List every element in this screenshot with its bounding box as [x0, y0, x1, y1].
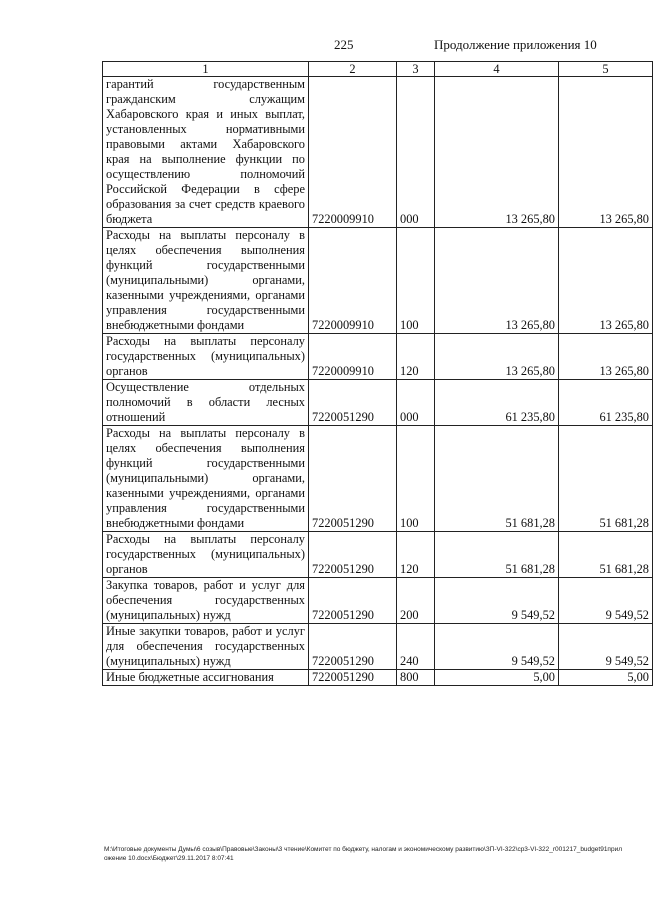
row-expense-type: 120 — [397, 532, 435, 578]
row-target-code: 7220051290 — [309, 532, 397, 578]
row-name: Осуществление отдельных полномочий в области лесных отношений — [103, 380, 309, 426]
column-header-code: 2 — [309, 62, 397, 77]
row-expense-type: 120 — [397, 334, 435, 380]
row-name: Расходы на выплаты персоналу государственных (муниципальных) органов — [103, 334, 309, 380]
row-target-code: 7220009910 — [309, 334, 397, 380]
table-row — [103, 334, 653, 380]
row-expense-type: 100 — [397, 228, 435, 334]
table-row — [103, 77, 653, 228]
row-expense-type: 100 — [397, 426, 435, 532]
row-expense-type: 000 — [397, 380, 435, 426]
column-header-amount-2: 5 — [559, 62, 653, 77]
row-amount-2: 9 549,52 — [559, 578, 653, 624]
row-expense-type: 000 — [397, 77, 435, 228]
row-expense-type: 800 — [397, 670, 435, 686]
row-amount-1: 13 265,80 — [435, 334, 559, 380]
table-header-row — [103, 62, 653, 77]
row-amount-2: 61 235,80 — [559, 380, 653, 426]
row-amount-2: 13 265,80 — [559, 228, 653, 334]
page-number: 225 — [334, 37, 354, 52]
row-amount-1: 9 549,52 — [435, 624, 559, 670]
row-target-code: 7220009910 — [309, 77, 397, 228]
row-amount-1: 5,00 — [435, 670, 559, 686]
column-header-expense-type: 3 — [397, 62, 435, 77]
row-amount-1: 51 681,28 — [435, 426, 559, 532]
row-amount-1: 13 265,80 — [435, 228, 559, 334]
table-row — [103, 228, 653, 334]
row-name: Закупка товаров, работ и услуг для обеспечения государственных (муниципальных) нужд — [103, 578, 309, 624]
row-target-code: 7220051290 — [309, 578, 397, 624]
row-amount-1: 51 681,28 — [435, 532, 559, 578]
row-amount-1: 13 265,80 — [435, 77, 559, 228]
row-amount-2: 13 265,80 — [559, 334, 653, 380]
row-amount-1: 61 235,80 — [435, 380, 559, 426]
row-name: Расходы на выплаты персоналу государственных (муниципальных) органов — [103, 532, 309, 578]
table-row — [103, 624, 653, 670]
row-name: Иные закупки товаров, работ и услуг для обеспечения государственных (муниципальных) нужд — [103, 624, 309, 670]
row-expense-type: 240 — [397, 624, 435, 670]
row-amount-2: 51 681,28 — [559, 532, 653, 578]
table-row — [103, 578, 653, 624]
row-amount-2: 51 681,28 — [559, 426, 653, 532]
column-header-amount-1: 4 — [435, 62, 559, 77]
row-amount-2: 5,00 — [559, 670, 653, 686]
row-amount-2: 9 549,52 — [559, 624, 653, 670]
row-amount-2: 13 265,80 — [559, 77, 653, 228]
row-expense-type: 200 — [397, 578, 435, 624]
table-row — [103, 532, 653, 578]
row-target-code: 7220051290 — [309, 624, 397, 670]
table-row — [103, 380, 653, 426]
row-name: Иные бюджетные ассигнования — [103, 670, 309, 686]
row-name: Расходы на выплаты персоналу в целях обеспечения выполнения функций государственными (муниципальными) органами, казенными учреждениями, органами управления государственными внебюджетными фондами — [103, 228, 309, 334]
appendix-continuation-label: Продолжение приложения 10 — [434, 37, 597, 52]
table-row — [103, 670, 653, 686]
table-row — [103, 426, 653, 532]
row-amount-1: 9 549,52 — [435, 578, 559, 624]
row-name: Расходы на выплаты персоналу в целях обеспечения выполнения функций государственными (муниципальными) органами, казенными учреждениями, органами управления государственными внебюджетными фондами — [103, 426, 309, 532]
row-target-code: 7220051290 — [309, 426, 397, 532]
column-header-name: 1 — [103, 62, 309, 77]
budget-table — [102, 61, 653, 686]
row-name: гарантий государственным гражданским служащим Хабаровского края и иных выплат, установленных нормативными правовыми актами Хабаровского края на выполнение функции по осуществлению полномочий Российской Федерации в сфере образования за счет средств краевого бюджета — [103, 77, 309, 228]
row-target-code: 7220051290 — [309, 380, 397, 426]
row-target-code: 7220009910 — [309, 228, 397, 334]
row-target-code: 7220051290 — [309, 670, 397, 686]
document-file-path: M:\Итоговые документы Думы\6 созыв\Правовые\Законы\3 чтение\Комитет по бюджету, налогам и экономическому развитию\ЗП-VI-322\ср3-VI-322_r001217_budget91приложение 10.docx\Бюджет\29.11.2017 8:07:41 — [104, 846, 622, 862]
